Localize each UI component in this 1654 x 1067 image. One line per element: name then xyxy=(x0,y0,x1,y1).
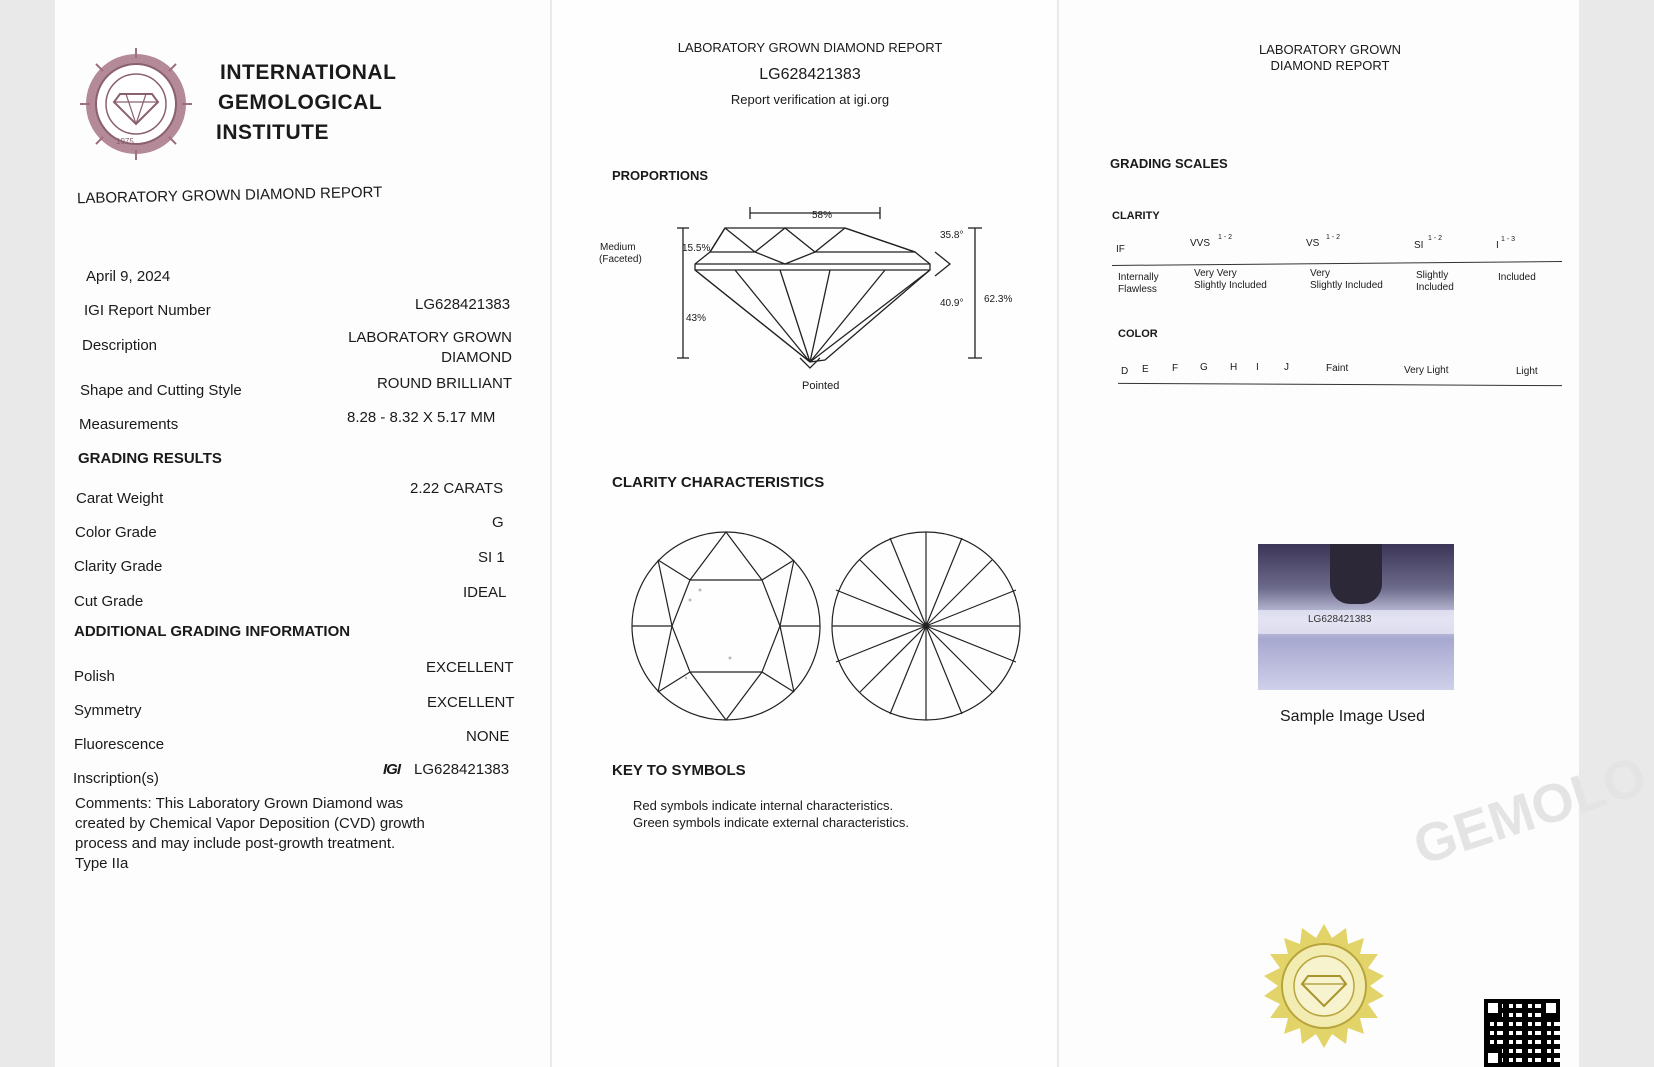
row-label: Measurements xyxy=(79,416,179,433)
row-value: 2.22 CARATS xyxy=(410,480,504,497)
clarity-desc: Included xyxy=(1498,272,1536,283)
row-label: Symmetry xyxy=(74,702,142,719)
girdle-label: Medium xyxy=(600,242,636,253)
qr-code-icon xyxy=(1484,999,1560,1067)
proportions-heading: PROPORTIONS xyxy=(612,168,709,183)
additional-heading: ADDITIONAL GRADING INFORMATION xyxy=(74,623,351,640)
grading-scales-heading: GRADING SCALES xyxy=(1110,156,1228,171)
comments-line: Type IIa xyxy=(75,855,129,872)
row-value: SI 1 xyxy=(478,549,505,566)
clarity-characteristics-heading: CLARITY CHARACTERISTICS xyxy=(612,474,825,491)
row-label: Cut Grade xyxy=(74,593,144,610)
clarity-grade-sup: 1 - 2 xyxy=(1428,235,1443,242)
clarity-desc: Flawless xyxy=(1118,284,1157,295)
row-value: LABORATORY GROWN xyxy=(348,329,512,346)
clarity-grade: VS xyxy=(1306,238,1320,249)
row-value: DIAMOND xyxy=(441,349,512,366)
row-value: NONE xyxy=(466,728,510,745)
key-heading: KEY TO SYMBOLS xyxy=(612,762,746,779)
clarity-grade: VVS xyxy=(1190,238,1211,249)
clarity-desc: Included xyxy=(1416,282,1454,293)
row-value: LG628421383 xyxy=(414,761,510,778)
color-grade: D xyxy=(1121,366,1129,377)
comments-line: Comments: This Laboratory Grown Diamond was xyxy=(75,795,404,812)
row-value: G xyxy=(492,514,504,531)
middle-report-number: LG628421383 xyxy=(759,66,861,83)
watermark-text: GEMOLO xyxy=(1406,745,1654,877)
pavilion-depth: 43% xyxy=(686,313,707,324)
clarity-grade: I xyxy=(1496,240,1499,251)
pavilion-angle: 40.9° xyxy=(940,298,964,309)
report-title: LABORATORY GROWN DIAMOND REPORT xyxy=(76,183,383,208)
clarity-desc: Slightly Included xyxy=(1194,280,1267,291)
row-value: 8.28 - 8.32 X 5.17 MM xyxy=(347,409,496,426)
color-grade: G xyxy=(1200,362,1208,373)
clarity-grade: IF xyxy=(1116,244,1125,255)
clarity-desc: Slightly Included xyxy=(1310,280,1383,291)
igi-seal-icon xyxy=(80,48,192,160)
row-label: Carat Weight xyxy=(76,490,164,507)
color-grade: I xyxy=(1256,362,1259,373)
clarity-plot-diagram xyxy=(630,530,1030,722)
brand-line-2: GEMOLOGICAL xyxy=(218,91,383,114)
clarity-desc: Internally xyxy=(1118,272,1159,283)
girdle-label: (Faceted) xyxy=(599,254,642,265)
color-grade: E xyxy=(1142,364,1149,375)
brand-line-3: INSTITUTE xyxy=(216,121,329,144)
color-grade: F xyxy=(1172,363,1179,374)
clarity-scale-heading: CLARITY xyxy=(1112,210,1160,222)
color-grade: Very Light xyxy=(1404,365,1449,376)
crown-height: 15.5% xyxy=(682,243,711,254)
comments-line: process and may include post-growth treatment. xyxy=(75,835,396,852)
key-line: Red symbols indicate internal characteristics. xyxy=(633,798,894,813)
sample-inscription-photo xyxy=(1258,544,1454,690)
row-value: EXCELLENT xyxy=(426,659,514,676)
color-scale-heading: COLOR xyxy=(1118,328,1158,340)
color-grade: H xyxy=(1230,362,1238,373)
crown-angle: 35.8° xyxy=(940,230,964,241)
row-value: ROUND BRILLIANT xyxy=(376,375,512,392)
clarity-grade-sup: 1 - 2 xyxy=(1326,234,1341,241)
right-title-line: DIAMOND REPORT xyxy=(1270,58,1390,73)
middle-title: LABORATORY GROWN DIAMOND REPORT xyxy=(677,40,943,55)
brand-line-1: INTERNATIONAL xyxy=(220,61,397,84)
row-label: Shape and Cutting Style xyxy=(80,382,242,399)
row-value: IDEAL xyxy=(463,584,507,601)
row-label: IGI Report Number xyxy=(84,302,211,319)
clarity-grade: SI xyxy=(1414,240,1424,251)
clarity-desc: Very xyxy=(1310,268,1331,279)
row-label: Color Grade xyxy=(75,524,157,541)
igi-gold-seal-icon xyxy=(1262,924,1386,1048)
row-value: EXCELLENT xyxy=(427,694,515,711)
culet-label: Pointed xyxy=(802,380,840,392)
row-value: LG628421383 xyxy=(415,296,511,313)
key-line: Green symbols indicate external characteristics. xyxy=(633,815,910,830)
color-grade: Faint xyxy=(1326,363,1349,374)
photo-inscription: LG628421383 xyxy=(1308,614,1372,625)
table-percent: 58% xyxy=(812,210,833,221)
color-grade: J xyxy=(1284,362,1289,373)
clarity-grade-sup: 1 - 2 xyxy=(1218,234,1233,241)
clarity-desc: Very Very xyxy=(1194,268,1237,279)
photo-caption: Sample Image Used xyxy=(1280,708,1425,725)
clarity-desc: Slightly xyxy=(1416,270,1449,281)
row-label: Clarity Grade xyxy=(74,558,163,575)
color-grade: Light xyxy=(1516,366,1538,377)
report-date: April 9, 2024 xyxy=(86,268,171,285)
inscription-logo: IGI xyxy=(383,761,401,778)
total-depth: 62.3% xyxy=(984,294,1013,305)
grading-heading: GRADING RESULTS xyxy=(78,450,222,467)
clarity-grade-sup: 1 - 3 xyxy=(1501,236,1516,243)
comments-line: created by Chemical Vapor Deposition (CVD) growth xyxy=(75,815,425,832)
verification-text: Report verification at igi.org xyxy=(730,92,890,107)
row-label: Polish xyxy=(74,668,115,685)
row-label: Fluorescence xyxy=(74,736,165,753)
right-title-line: LABORATORY GROWN xyxy=(1258,42,1402,57)
seal-year: 1975 xyxy=(116,137,134,146)
row-label: Description xyxy=(82,337,158,354)
row-label: Inscription(s) xyxy=(73,770,159,787)
